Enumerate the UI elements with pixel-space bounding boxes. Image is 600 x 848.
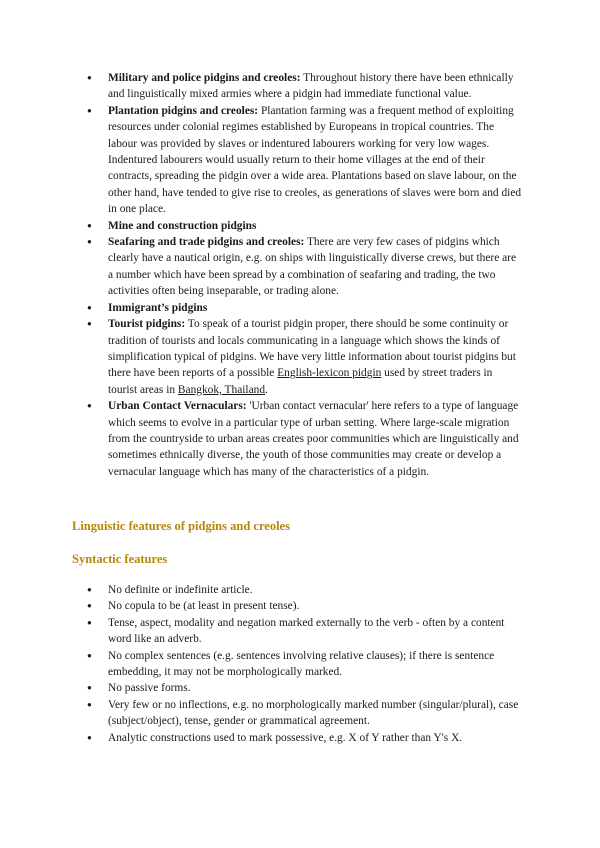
bangkok-thailand-link[interactable]: Bangkok, Thailand [177,383,266,396]
list-item [72,103,522,218]
item-term: Tourist pidgins: [108,318,186,331]
item-text: . [265,383,268,396]
item-text: To speak of a tourist pidgin proper, there should be some continuity or tradition of tourists and locals communicating in a language which shows the kinds of simplification typical of pidgins. We have very little information about tourist pidgins but there have been reports of a possible [108,318,516,380]
list-item: ● Tense, aspect, modality and negation marked externally to the verb - often by a content word like an adverb. [72,615,522,648]
item-text: Plantation farming was a frequent method of exploiting resources under colonial regimes established by Europeans in tropical countries. The labour was provided by slaves or indentured labourers working for very low wages. Indentured labourers would usually return to their home villages at the end of their contracts, spreading the pidgin over a wide area. Plantations based on slave labour, on the other hand, have tended to give rise to creoles, as generations of slaves were born and died in one place. [108,104,522,216]
item-term: Urban Contact Vernaculars: [108,400,247,413]
list-item: ● No copula to be (at least in present tense). [72,598,522,614]
item-text: used by street traders in tourist areas in [108,367,493,396]
list-item: ● Very few or no inflections, e.g. no morphologically marked number (singular/plural), case (subject/object), tense, gender or grammatical agreement. [72,697,522,730]
list-item [72,234,522,300]
item-term: Military and police pidgins and creoles: [108,72,301,84]
item-term: Plantation pidgins and creoles: [108,104,259,117]
list-item: ● No complex sentences (e.g. sentences involving relative clauses); if there is sentence embedding, it may not be morphologically marked. [72,648,522,681]
linguistic-features-heading: Linguistic features of pidgins and creoles [72,519,290,533]
item-text: Throughout history there have been ethnically and linguistically mixed armies where a pidgin had immediate functional value. [108,72,514,101]
list-item [72,70,522,103]
item-text: 'Urban contact vernacular' here refers to a type of language which seems to evolve in a particular type of urban setting. Where large-scale migration from the countryside to urban areas creates poor communities which are linguistically and sometimes ethnically diverse, the youth of those communities may create or develop a vernacular language which has many of the characteristics of a pidgin. [108,400,519,478]
list-item [72,316,522,398]
list-item: ● No passive forms. [72,680,522,696]
list-item [72,300,522,316]
english-lexicon-pidgin-link[interactable]: English-lexicon pidgin [277,367,382,380]
list-item [72,398,522,480]
syntactic-features-heading: Syntactic features [72,552,168,566]
list-item [72,218,522,234]
item-term: Immigrant’s pidgins [108,301,208,314]
syntactic-features-list [72,582,522,746]
item-term: Mine and construction pidgins [108,219,257,232]
item-text: There are very few cases of pidgins which clearly have a nautical origin, e.g. on ships with linguistically diverse crews, but there are a number which have been spread by a combination of seafaring and trading, the two activities often being inseparable, or trading alone. [108,236,517,298]
list-item: ● No definite or indefinite article. [72,582,522,598]
pidgin-types-list [72,70,522,480]
item-term: Seafaring and trade pidgins and creoles: [108,236,305,249]
list-item: ● Analytic constructions used to mark possessive, e.g. X of Y rather than Y's X. [72,730,522,746]
